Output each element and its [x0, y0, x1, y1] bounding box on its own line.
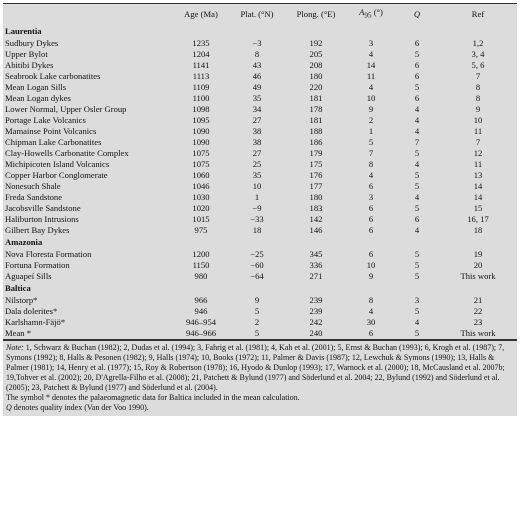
- table-row: [3, 192, 517, 203]
- header-age: Age (Ma): [184, 8, 218, 19]
- cell-name: Copper Harbor Conglomerate: [5, 169, 108, 180]
- cell-age: 1030: [192, 191, 210, 202]
- cell-plat: 5: [254, 305, 260, 316]
- cell-name: Mean Logan Sills: [5, 81, 67, 92]
- cell-q: 5: [414, 248, 420, 259]
- cell-a95: 9: [368, 270, 374, 281]
- table-notes: [3, 340, 517, 416]
- cell-age: 1100: [192, 92, 210, 103]
- cell-age: 1020: [192, 202, 210, 213]
- cell-a95: 6: [368, 248, 374, 259]
- table-header-row: [3, 4, 517, 25]
- cell-ref: 11: [473, 158, 483, 169]
- cell-age: 1075: [192, 147, 210, 158]
- header-a95: $A_{95}$ (°): [359, 7, 383, 20]
- cell-ref: 1,2: [472, 37, 484, 48]
- table-row: [3, 126, 517, 137]
- cell-plong: 192: [309, 37, 323, 48]
- cell-plat: −60: [250, 259, 264, 270]
- cell-plong: 239: [309, 305, 323, 316]
- cell-q: 5: [414, 305, 420, 316]
- cell-ref: 7: [475, 136, 481, 147]
- cell-a95: 10: [366, 92, 376, 103]
- cell-age: 1235: [192, 37, 210, 48]
- table-row: [3, 115, 517, 126]
- cell-age: 1060: [192, 169, 210, 180]
- cell-name: Seabrook Lake carbonatites: [5, 70, 101, 81]
- cell-age: 1046: [192, 180, 210, 191]
- table-row: [3, 317, 517, 328]
- cell-age: 1113: [192, 70, 210, 81]
- table-row: [3, 225, 517, 236]
- table-row: [3, 49, 517, 60]
- cell-a95: 6: [368, 213, 374, 224]
- table-row: [3, 159, 517, 170]
- table-row: [3, 60, 517, 71]
- cell-age: 946–954: [185, 316, 217, 327]
- cell-plat: 9: [254, 294, 260, 305]
- cell-plat: 38: [252, 125, 262, 136]
- cell-q: 6: [414, 59, 420, 70]
- cell-ref: 20: [473, 259, 483, 270]
- cell-plat: 27: [252, 114, 262, 125]
- cell-name: Karlshamn-Fäjö*: [5, 316, 66, 327]
- table-row: [3, 148, 517, 159]
- cell-a95: 8: [368, 294, 374, 305]
- cell-ref: 3, 4: [471, 48, 485, 59]
- table-row: [3, 271, 517, 282]
- table-body: [3, 25, 517, 340]
- cell-plong: 183: [309, 202, 323, 213]
- cell-name: Lower Normal, Upper Osler Group: [5, 103, 127, 114]
- cell-ref: 8: [475, 81, 481, 92]
- cell-plong: 180: [309, 191, 323, 202]
- cell-q: 4: [414, 316, 420, 327]
- cell-ref: 18: [473, 224, 483, 235]
- table-row: [3, 137, 517, 148]
- cell-a95: 8: [368, 158, 374, 169]
- cell-name: Abitibi Dykes: [5, 59, 54, 70]
- cell-q: 6: [414, 213, 420, 224]
- cell-ref: This work: [460, 270, 496, 281]
- cell-name: Freda Sandstone: [5, 191, 63, 202]
- cell-plat: −33: [250, 213, 264, 224]
- cell-ref: 14: [473, 191, 483, 202]
- cell-q: 5: [414, 169, 420, 180]
- cell-age: 1090: [192, 136, 210, 147]
- cell-plong: 188: [309, 125, 323, 136]
- palaeomagnetic-poles-table: [3, 3, 517, 340]
- cell-a95: 30: [366, 316, 376, 327]
- section-header-laurentia: [3, 25, 517, 38]
- cell-plat: 10: [252, 180, 262, 191]
- cell-a95: 11: [366, 70, 376, 81]
- cell-plong: 178: [309, 103, 323, 114]
- cell-plat: 1: [254, 191, 260, 202]
- cell-ref: 15: [473, 202, 483, 213]
- cell-age: 1090: [192, 125, 210, 136]
- section-title: Baltica: [3, 282, 517, 295]
- table-row: [3, 181, 517, 192]
- cell-plat: 35: [252, 169, 262, 180]
- cell-q: 5: [414, 147, 420, 158]
- cell-name: Haliburton Intrusions: [5, 213, 79, 224]
- cell-plat: 43: [252, 59, 262, 70]
- cell-age: 1075: [192, 158, 210, 169]
- table-row: [3, 203, 517, 214]
- section-header-amazonia: [3, 236, 517, 249]
- cell-a95: 4: [368, 305, 374, 316]
- cell-plong: 175: [309, 158, 323, 169]
- cell-ref: 11: [473, 125, 483, 136]
- cell-q: 5: [414, 81, 420, 92]
- cell-q: 6: [414, 70, 420, 81]
- cell-age: 1200: [192, 248, 210, 259]
- table-row: [3, 82, 517, 93]
- cell-a95: 2: [368, 114, 374, 125]
- cell-age: 1204: [192, 48, 210, 59]
- cell-ref: 9: [475, 103, 481, 114]
- cell-plat: 46: [252, 70, 262, 81]
- cell-q: 6: [414, 37, 420, 48]
- cell-q: 3: [414, 294, 420, 305]
- cell-name: Gilbert Bay Dykes: [5, 224, 70, 235]
- cell-plat: 25: [252, 158, 262, 169]
- cell-plong: 181: [309, 114, 323, 125]
- cell-plat: −64: [250, 270, 264, 281]
- cell-q: 7: [414, 136, 420, 147]
- cell-q: 5: [414, 180, 420, 191]
- cell-a95: 6: [347, 328, 395, 340]
- cell-name: Nonesuch Shale: [5, 180, 61, 191]
- cell-age: 1098: [192, 103, 210, 114]
- cell-ref: 12: [473, 147, 483, 158]
- cell-name: Mamainse Point Volcanics: [5, 125, 97, 136]
- cell-name: Mean Logan dykes: [5, 92, 71, 103]
- cell-a95: 10: [366, 259, 376, 270]
- cell-a95: 6: [368, 224, 374, 235]
- cell-plat: 8: [254, 48, 260, 59]
- cell-q: 5: [414, 259, 420, 270]
- cell-name: Fortuna Formation: [5, 259, 70, 270]
- cell-ref: 8: [475, 92, 481, 103]
- cell-q: 4: [414, 114, 420, 125]
- cell-q: 4: [414, 224, 420, 235]
- cell-name: Mean *: [3, 328, 173, 340]
- cell-age: 946–966: [173, 328, 229, 340]
- section-header-baltica: [3, 282, 517, 295]
- table-row: [3, 214, 517, 225]
- cell-plong: 179: [309, 147, 323, 158]
- table-row: [3, 93, 517, 104]
- cell-age: 966: [194, 294, 208, 305]
- cell-plat: 34: [252, 103, 262, 114]
- cell-q: 5: [414, 270, 420, 281]
- cell-q: 5: [414, 48, 420, 59]
- cell-plat: −25: [250, 248, 264, 259]
- section-title: Laurentia: [3, 25, 517, 38]
- cell-plong: 177: [309, 180, 323, 191]
- cell-plong: 180: [309, 70, 323, 81]
- cell-ref: This work: [439, 328, 517, 340]
- cell-plong: 336: [309, 259, 323, 270]
- cell-plat: 27: [252, 147, 262, 158]
- table-row: [3, 328, 517, 340]
- cell-plong: 146: [309, 224, 323, 235]
- cell-name: Aguapeí Sills: [5, 270, 52, 281]
- notes-references: Note: 1, Schwarz & Buchan (1982); 2, Dudas et al. (1994); 3, Fahrig et al. (1981); 4, Kah et al. (2001); 5, Ernst & Buchan (1993); 6, Krogh et al. (1987); 7, Symons (1992); 8, Halls & Pesonen (1982); 9, Halls (1974); 10, Books (1972); 11, Palmer & Davis (1987); 12, Lewchuk & Symons (1990); 13, Halls & Palmer (1981); 14, Henry et al. (1977); 15, Roy & Robertson (1978); 16, Hyodo & Dunlop (1993); 17, Warnock et al. (2000); 18, McCausland et al. 2007b; 19,Tohver et al. (2002); 20, D'Agrella-Filho et al. (2008); 21, Patchett & Bylund (1977) and Söderlund et al. 2004; 22, Bylund (1992) and Söderlund et al. (2005); 23, Patchett & Bylund (1977) and Söderlund et al. (2004).: [6, 342, 505, 392]
- cell-name: Clay-Howells Carbonatite Complex: [5, 147, 129, 158]
- cell-name: Nilstorp*: [5, 294, 38, 305]
- cell-ref: 22: [473, 305, 483, 316]
- cell-ref: 7: [475, 70, 481, 81]
- cell-plong: 176: [309, 169, 323, 180]
- cell-age: 980: [194, 270, 208, 281]
- cell-a95: 7: [368, 147, 374, 158]
- cell-name: Upper Bylot: [5, 48, 48, 59]
- cell-q: 4: [414, 158, 420, 169]
- cell-plong: 181: [309, 92, 323, 103]
- cell-plong: 186: [309, 136, 323, 147]
- cell-ref: 16, 17: [467, 213, 489, 224]
- cell-q: 6: [414, 92, 420, 103]
- cell-ref: 5, 6: [471, 59, 485, 70]
- cell-name: Portage Lake Volcanics: [5, 114, 86, 125]
- notes-quality: Q denotes quality index (Van der Voo 1990).: [6, 402, 149, 412]
- section-title: Amazonia: [3, 236, 517, 249]
- cell-age: 975: [194, 224, 208, 235]
- cell-plat: 38: [252, 136, 262, 147]
- table-row: [3, 295, 517, 306]
- cell-age: 1095: [192, 114, 210, 125]
- table-row: [3, 170, 517, 181]
- cell-ref: 21: [473, 294, 483, 305]
- cell-ref: 14: [473, 180, 483, 191]
- cell-name: Dala dolerites*: [5, 305, 58, 316]
- cell-a95: 4: [368, 48, 374, 59]
- cell-a95: 6: [368, 202, 374, 213]
- cell-age: 946: [194, 305, 208, 316]
- cell-age: 1109: [192, 81, 210, 92]
- header-q: Q: [413, 8, 421, 19]
- cell-plong: 240: [285, 328, 347, 340]
- table-row: [3, 306, 517, 317]
- cell-plong: 345: [309, 248, 323, 259]
- header-plat: Plat. (°N): [240, 8, 274, 19]
- table-row: [3, 104, 517, 115]
- cell-plong: 220: [309, 81, 323, 92]
- cell-q: 4: [414, 103, 420, 114]
- cell-plong: 205: [309, 48, 323, 59]
- table-row: [3, 260, 517, 271]
- cell-a95: 14: [366, 59, 376, 70]
- cell-age: 1150: [192, 259, 210, 270]
- cell-ref: 23: [473, 316, 483, 327]
- cell-age: 1141: [192, 59, 210, 70]
- cell-plat: 35: [252, 92, 262, 103]
- cell-a95: 3: [368, 191, 374, 202]
- cell-a95: 3: [368, 37, 374, 48]
- table-row: [3, 38, 517, 49]
- header-plong: Plong. (°E): [296, 8, 336, 19]
- cell-plat: −3: [252, 37, 262, 48]
- cell-a95: 4: [368, 169, 374, 180]
- cell-q: 4: [414, 191, 420, 202]
- cell-name: Nova Floresta Formation: [5, 248, 92, 259]
- cell-plat: 49: [252, 81, 262, 92]
- cell-a95: 4: [368, 81, 374, 92]
- cell-a95: 5: [368, 136, 374, 147]
- cell-a95: 6: [368, 180, 374, 191]
- cell-a95: 9: [368, 103, 374, 114]
- header-name: [3, 4, 173, 25]
- cell-name: Jacobsville Sandstone: [5, 202, 81, 213]
- cell-ref: 10: [473, 114, 483, 125]
- cell-plong: 142: [309, 213, 323, 224]
- cell-plat: 2: [254, 316, 260, 327]
- cell-age: 1015: [192, 213, 210, 224]
- cell-name: Michipicoten Island Volcanics: [5, 158, 110, 169]
- cell-q: 5: [395, 328, 439, 340]
- cell-name: Chipman Lake Carbonatites: [5, 136, 102, 147]
- table-row: [3, 71, 517, 82]
- notes-symbol: The symbol * denotes the palaeomagnetic data for Baltica included in the mean calculation.: [6, 392, 300, 402]
- header-ref: Ref: [471, 8, 485, 19]
- cell-plong: 271: [309, 270, 323, 281]
- cell-a95: 1: [368, 125, 374, 136]
- cell-q: 5: [414, 202, 420, 213]
- cell-plong: 208: [309, 59, 323, 70]
- cell-plong: 239: [309, 294, 323, 305]
- cell-plat: 5: [229, 328, 285, 340]
- cell-q: 4: [414, 125, 420, 136]
- cell-plong: 242: [309, 316, 323, 327]
- cell-plat: −9: [252, 202, 262, 213]
- cell-ref: 13: [473, 169, 483, 180]
- table-row: [3, 249, 517, 260]
- cell-name: Sudbury Dykes: [5, 37, 59, 48]
- cell-ref: 19: [473, 248, 483, 259]
- cell-plat: 18: [252, 224, 262, 235]
